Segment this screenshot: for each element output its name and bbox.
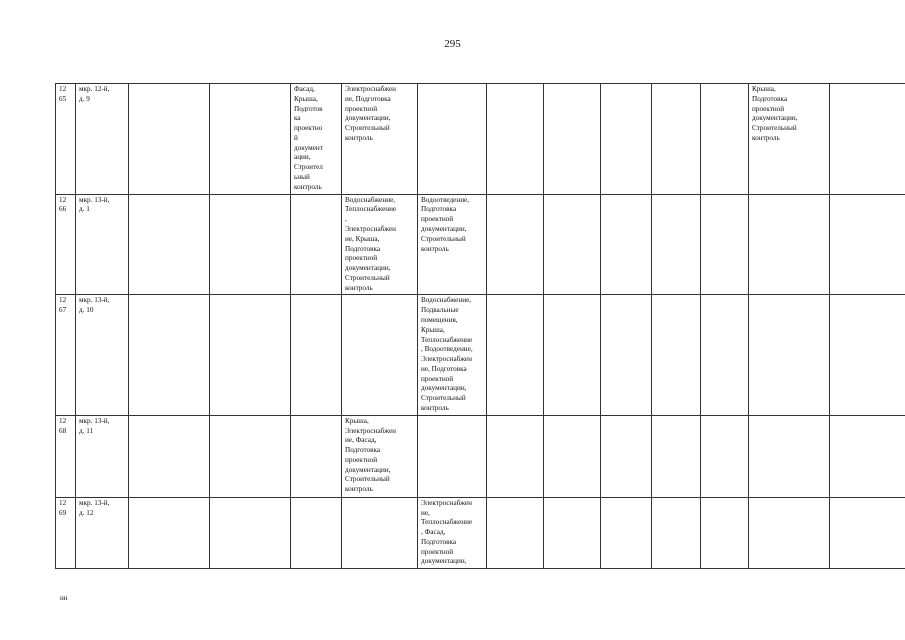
- work-cell: [749, 415, 830, 497]
- work-cell: [701, 194, 749, 295]
- work-cell: [601, 84, 652, 195]
- work-cell: [291, 295, 342, 415]
- work-cell: [210, 497, 291, 568]
- page-number: 295: [444, 38, 461, 50]
- work-cell: [652, 84, 701, 195]
- work-cell: [291, 194, 342, 295]
- address-cell: мкр. 13-й, д. 12: [76, 497, 129, 568]
- work-cell: [544, 194, 601, 295]
- work-cell: [544, 295, 601, 415]
- work-cell: Электроснабжен ие, Теплоснабжение , Фасад, Подготовка проектной документации,: [418, 497, 487, 568]
- work-cell: [830, 497, 905, 568]
- work-cell: [210, 84, 291, 195]
- work-cell: [291, 497, 342, 568]
- work-cell: [487, 415, 544, 497]
- row-number-cell: 12 66: [56, 194, 76, 295]
- work-cell: [652, 497, 701, 568]
- work-cell: [601, 415, 652, 497]
- work-cell: [830, 415, 905, 497]
- work-cell: [544, 415, 601, 497]
- table-row: [56, 415, 905, 497]
- work-cell: [544, 84, 601, 195]
- work-cell: [830, 295, 905, 415]
- work-cell: [210, 415, 291, 497]
- work-cell: [129, 497, 210, 568]
- work-cell: [487, 295, 544, 415]
- work-cell: [652, 194, 701, 295]
- work-cell: [129, 295, 210, 415]
- work-cell: [830, 84, 905, 195]
- work-cell: [749, 194, 830, 295]
- work-cell: Крыша, Электроснабжен ие, Фасад, Подготовка проектной документации, Строительный контроль: [342, 415, 418, 497]
- work-cell: [601, 497, 652, 568]
- table-row: [56, 295, 905, 415]
- work-cell: [701, 415, 749, 497]
- work-schedule-table: [55, 83, 905, 569]
- work-cell: [749, 295, 830, 415]
- work-cell: Водоотведение, Подготовка проектной документации, Строительный контроль: [418, 194, 487, 295]
- address-cell: мкр. 13-й, д. 1: [76, 194, 129, 295]
- work-cell: [210, 194, 291, 295]
- work-cell: [701, 84, 749, 195]
- work-cell: [544, 497, 601, 568]
- work-cell: [342, 497, 418, 568]
- work-cell: [342, 295, 418, 415]
- work-cell: Фасад, Крыша, Подготов ка проектно й документ ации, Строител ьный контроль: [291, 84, 342, 195]
- work-cell: [129, 415, 210, 497]
- work-cell: Крыша, Подготовка проектной документации, Строительный контроль: [749, 84, 830, 195]
- work-cell: [210, 295, 291, 415]
- work-cell: [652, 415, 701, 497]
- work-cell: Водоснабжение, Подвальные помещения, Крыша, Теплоснабжение , Водоотведение, Электроснабжен ие, Подготовка проектной документации, Строительный контроль: [418, 295, 487, 415]
- work-cell: Водоснабжение, Теплоснабжение , Электроснабжен ие, Крыша, Подготовка проектной документации, Строительный контроль: [342, 194, 418, 295]
- work-cell: [129, 194, 210, 295]
- row-number-cell: 12 69: [56, 497, 76, 568]
- work-cell: [749, 497, 830, 568]
- footer-mark: нн: [60, 594, 68, 602]
- work-cell: [487, 497, 544, 568]
- work-cell: [418, 84, 487, 195]
- work-cell: [129, 84, 210, 195]
- row-number-cell: 12 67: [56, 295, 76, 415]
- work-cell: [487, 194, 544, 295]
- work-cell: [418, 415, 487, 497]
- table-row: [56, 84, 905, 195]
- work-cell: [701, 295, 749, 415]
- work-cell: [601, 295, 652, 415]
- work-cell: [652, 295, 701, 415]
- table-row: [56, 194, 905, 295]
- table-body: [56, 84, 905, 569]
- work-cell: [601, 194, 652, 295]
- row-number-cell: 12 68: [56, 415, 76, 497]
- address-cell: мкр. 13-й, д. 11: [76, 415, 129, 497]
- work-cell: [830, 194, 905, 295]
- work-cell: [701, 497, 749, 568]
- work-cell: [291, 415, 342, 497]
- work-cell: [487, 84, 544, 195]
- address-cell: мкр. 13-й, д. 10: [76, 295, 129, 415]
- address-cell: мкр. 12-й, д. 9: [76, 84, 129, 195]
- table-row: [56, 497, 905, 568]
- work-cell: Электроснабжен ие, Подготовка проектной документации, Строительный контроль: [342, 84, 418, 195]
- row-number-cell: 12 65: [56, 84, 76, 195]
